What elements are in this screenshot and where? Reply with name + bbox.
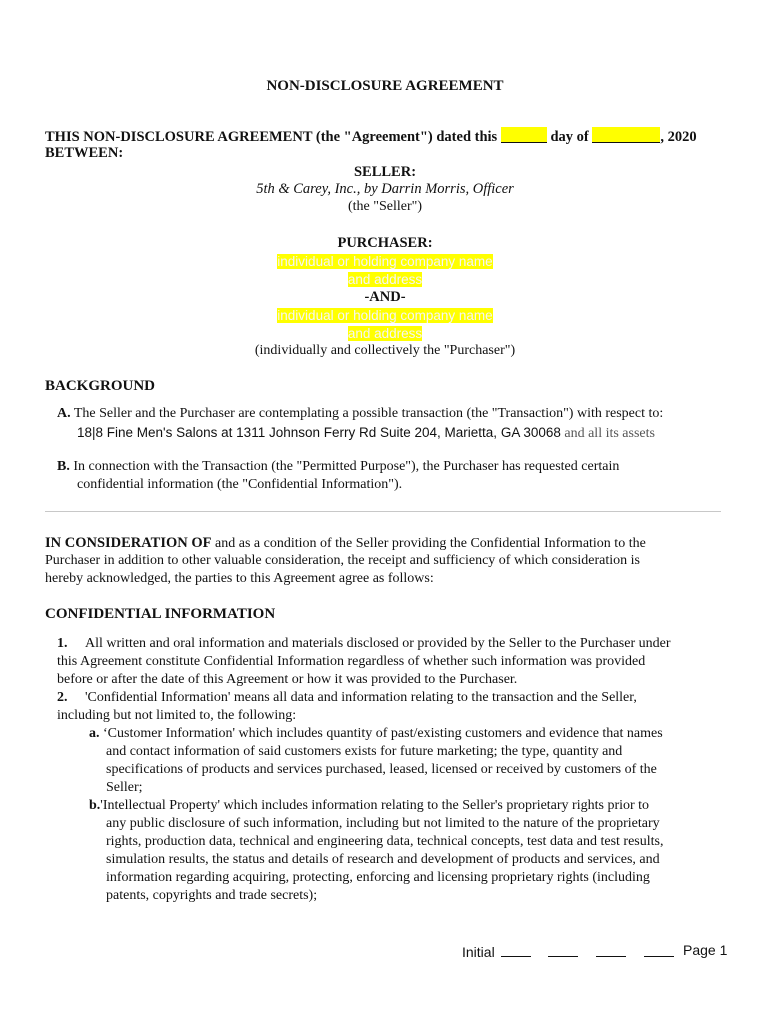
clause-1-label: 1.: [57, 636, 68, 651]
and-separator: -AND-: [364, 289, 406, 305]
subclause-b-line6: patents, copyrights and trade secrets);: [106, 888, 318, 903]
background-item-a: [57, 405, 737, 423]
subclause-a: [89, 725, 749, 743]
consideration-line3: hereby acknowledged, the parties to this Agreement agree as follows:: [45, 571, 434, 586]
intro-day-of: day of: [550, 129, 589, 145]
subclause-b-label: b.: [89, 798, 101, 813]
consideration-line2: Purchaser in addition to other valuable consideration, the receipt and sufficiency of which consideration is: [45, 553, 640, 568]
item-b-label: B.: [57, 459, 70, 474]
item-b-line1: In connection with the Transaction (the "Permitted Purpose"), the Purchaser has requested certain: [73, 459, 620, 474]
intro-year: , 2020: [660, 129, 697, 145]
clause-1-line1: [57, 635, 747, 653]
background-item-a-location: [77, 424, 757, 443]
month-blank-field[interactable]: [592, 127, 660, 143]
clause-2-line1: [57, 689, 747, 707]
item-a-location: 18|8 Fine Men's Salons at 1311 Johnson Ferry Rd Suite 204, Marietta, GA 30068: [77, 425, 561, 440]
purchaser-1-address-field[interactable]: and address: [347, 272, 423, 287]
day-blank-field[interactable]: [501, 127, 547, 143]
subclause-b: [89, 797, 749, 815]
subclause-a-label: a.: [89, 726, 100, 741]
subclause-b-line4: simulation results, the status and details of research and development of products and services, and: [106, 852, 660, 867]
purchaser-alias: (individually and collectively the "Purchaser"): [254, 343, 516, 358]
clause-1-text: All written and oral information and materials disclosed or provided by the Seller to the Purchaser under: [85, 636, 671, 651]
purchaser-field-1[interactable]: [0, 253, 770, 289]
intro-line: [45, 127, 697, 146]
consideration-line1: [45, 534, 735, 553]
item-b-line2: confidential information (the "Confidential Information").: [77, 477, 403, 492]
subclause-a-line1: ‘Customer Information' which includes quantity of past/existing customers and evidence that names: [103, 726, 663, 741]
background-item-b: [57, 458, 737, 476]
subclause-a-line3: specifications of products and services purchased, leased, licensed or received by customers of the: [106, 762, 657, 777]
purchaser-heading: PURCHASER:: [337, 235, 433, 251]
section-divider: [45, 511, 721, 512]
clause-2-line2: including but not limited to, the following:: [57, 708, 297, 723]
item-a-tail: and all its assets: [564, 426, 655, 441]
subclause-a-line2: and contact information of said customers exists for future marketing; the type, quantity and: [106, 744, 623, 759]
background-heading: BACKGROUND: [45, 378, 156, 394]
intro-lead: THIS NON-DISCLOSURE AGREEMENT (the "Agreement") dated this: [45, 129, 498, 145]
subclause-b-line5: information regarding acquiring, protecting, enforcing and licensing proprietary rights (including: [106, 870, 650, 885]
page-number: Page 1: [683, 942, 728, 958]
initial-blank-4[interactable]: [644, 942, 674, 957]
subclause-a-line4: Seller;: [106, 780, 143, 795]
purchaser-1-name-field[interactable]: individual or holding company name: [277, 254, 493, 269]
initial-blank-2[interactable]: [548, 942, 578, 957]
seller-heading: SELLER:: [353, 164, 417, 180]
purchaser-2-name-field[interactable]: individual or holding company name: [277, 308, 493, 323]
clause-2-label: 2.: [57, 690, 68, 705]
item-a-label: A.: [57, 406, 71, 421]
seller-alias: (the "Seller"): [347, 199, 422, 214]
seller-name: 5th & Carey, Inc., by Darrin Morris, Officer: [256, 181, 514, 197]
purchaser-field-2[interactable]: [0, 307, 770, 343]
consideration-lead: IN CONSIDERATION OF: [45, 535, 212, 551]
clause-1-line2: this Agreement constitute Confidential Information regardless of whether such information was provided: [57, 654, 646, 669]
confidential-heading: CONFIDENTIAL INFORMATION: [45, 606, 276, 622]
purchaser-2-address-field[interactable]: and address: [347, 326, 423, 341]
item-a-text: The Seller and the Purchaser are contemplating a possible transaction (the "Transaction") with respect to:: [73, 406, 664, 421]
between-label: BETWEEN:: [45, 145, 124, 161]
initial-label: Initial: [462, 944, 495, 960]
subclause-b-line3: rights, production data, technical and engineering data, technical concepts, test data and test results,: [106, 834, 664, 849]
initial-blank-1[interactable]: [501, 942, 531, 957]
initial-footer: [462, 942, 674, 960]
initial-blank-3[interactable]: [596, 942, 626, 957]
clause-2-text: 'Confidential Information' means all data and information relating to the transaction and the Seller,: [85, 690, 637, 705]
clause-1-line3: before or after the date of this Agreement or how it was provided to the Purchaser.: [57, 672, 518, 687]
subclause-b-line2: any public disclosure of such information, including but not limited to the nature of the proprietary: [106, 816, 660, 831]
document-title: NON-DISCLOSURE AGREEMENT: [266, 78, 504, 94]
subclause-b-line1: 'Intellectual Property' which includes information relating to the Seller's proprietary rights prior to: [100, 798, 650, 813]
consideration-text1: and as a condition of the Seller providing the Confidential Information to the: [215, 536, 646, 551]
